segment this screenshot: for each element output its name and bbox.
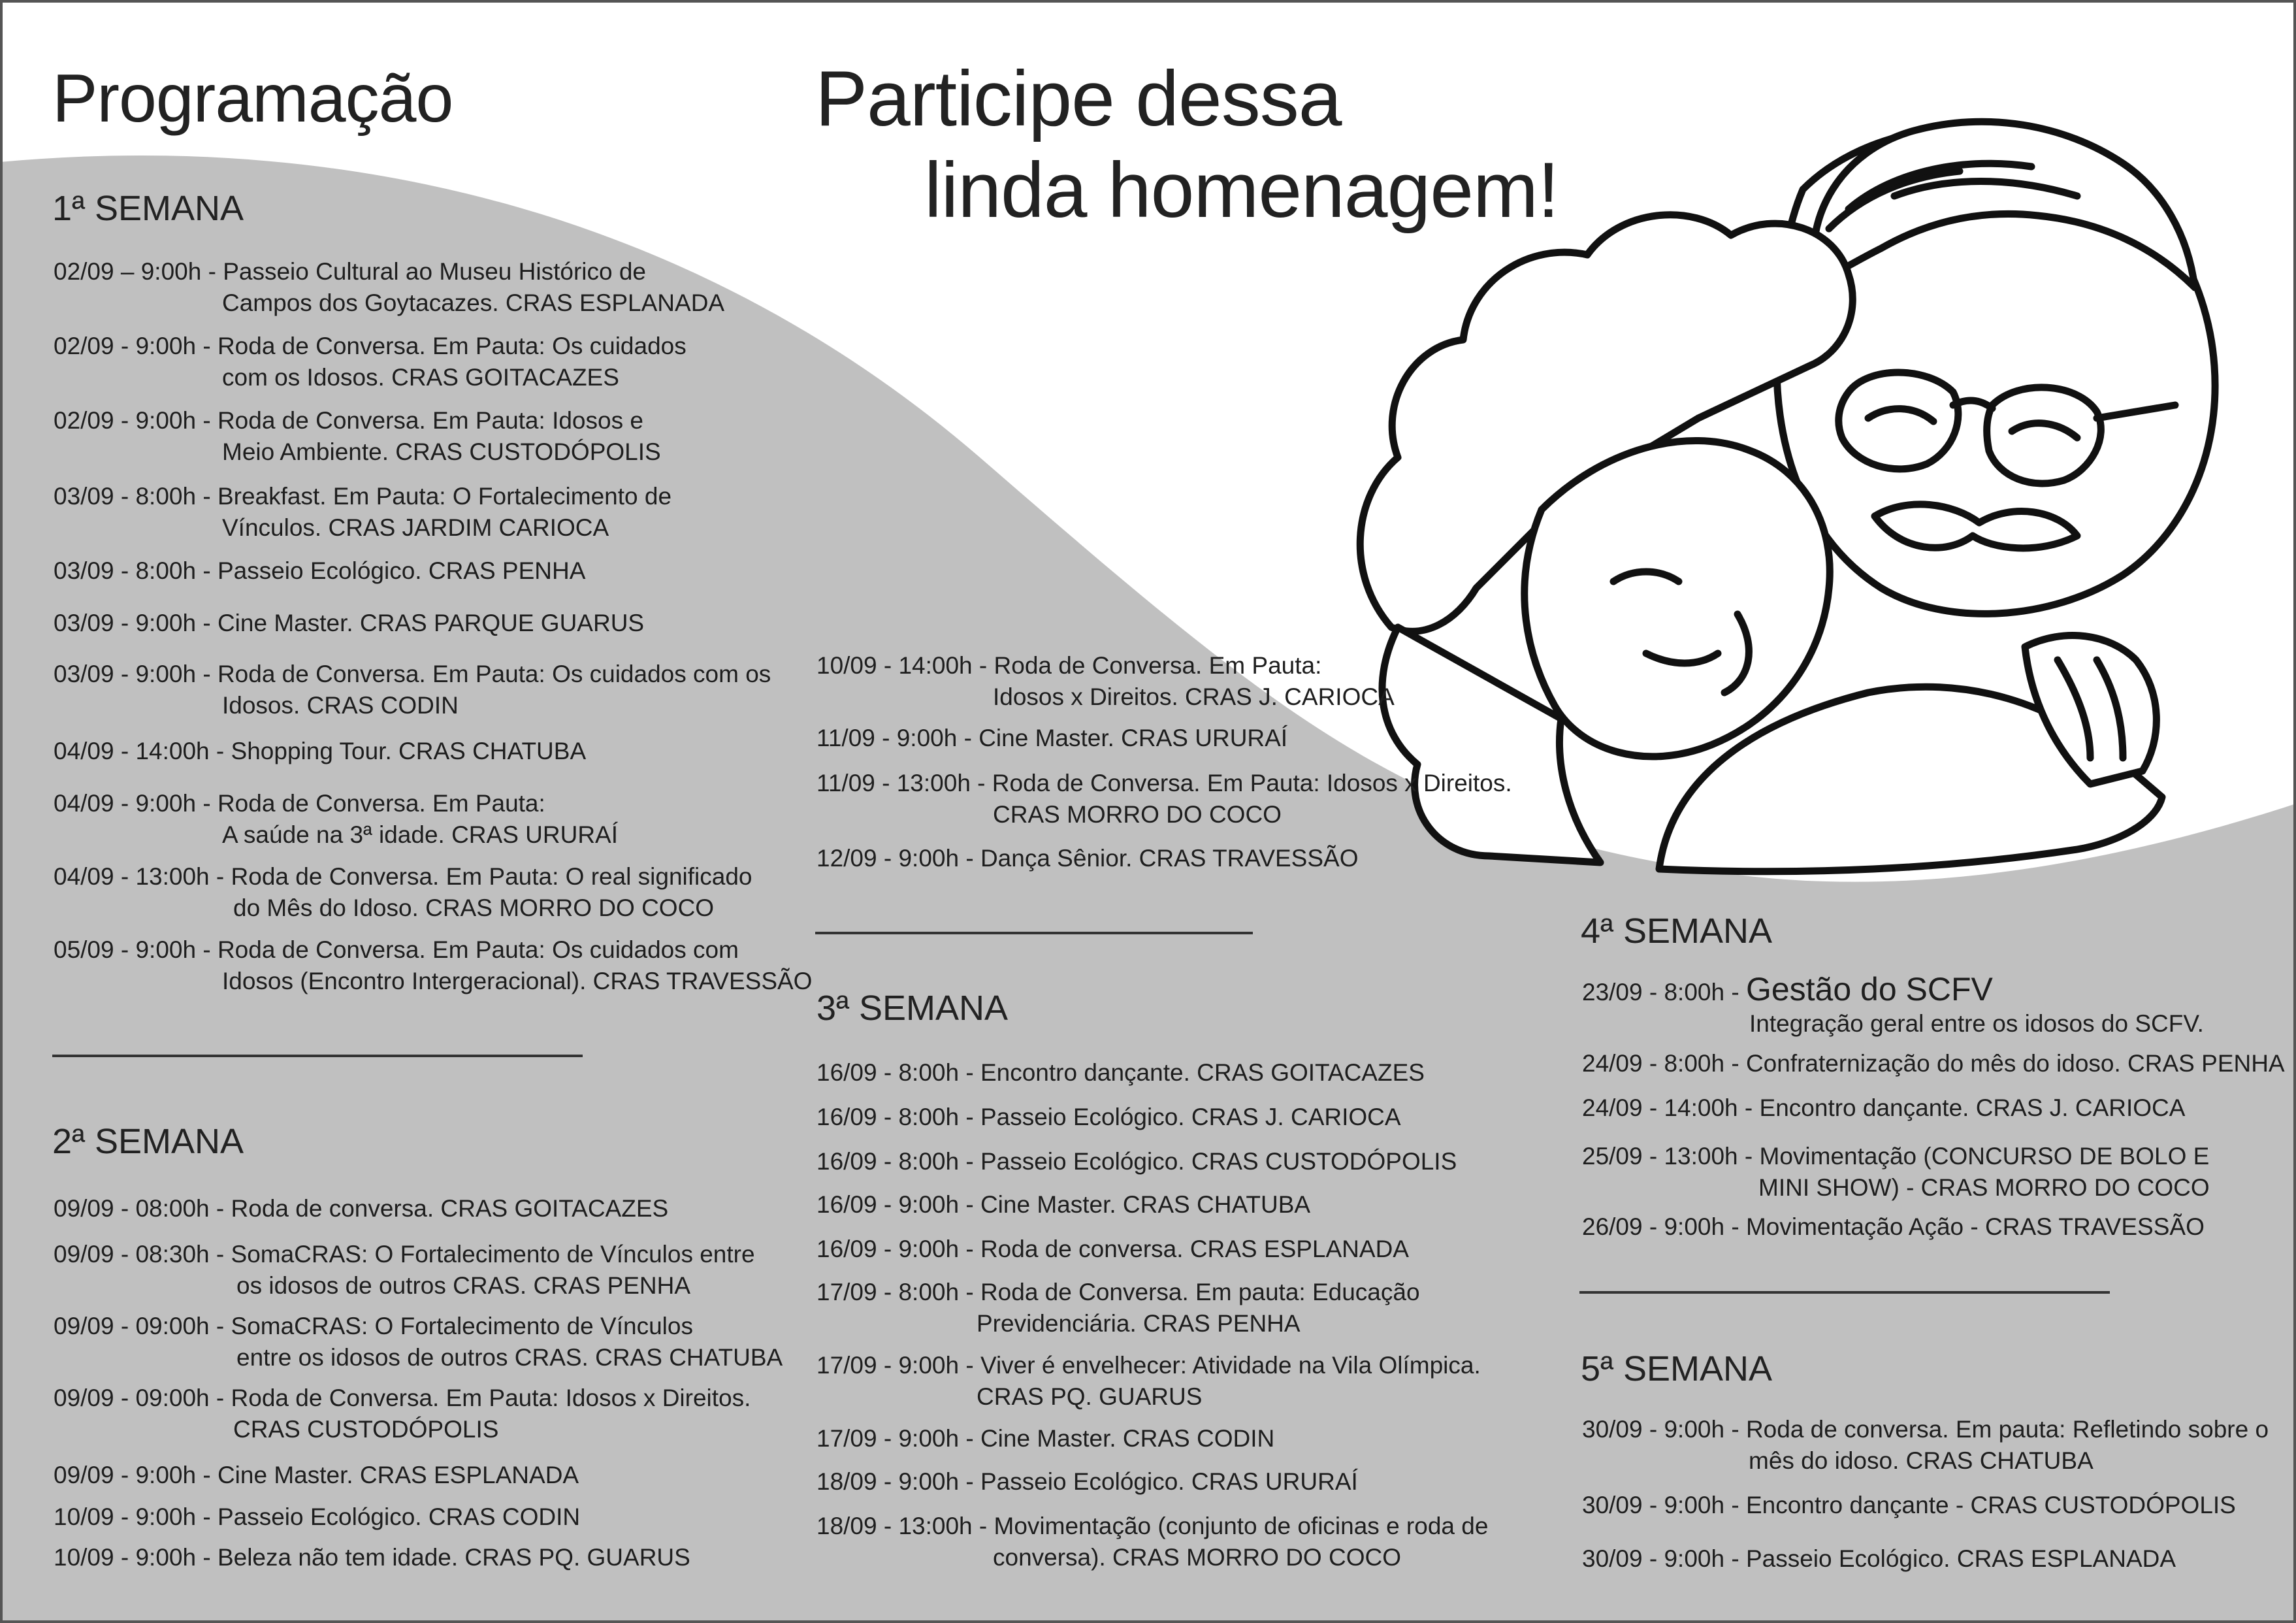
item-line-1 (817, 1468, 1358, 1495)
item-description: Roda de Conversa. Em Pauta: Os cuidados (217, 333, 687, 359)
item-description: Movimentação (CONCURSO DE BOLO E (1759, 1143, 2210, 1170)
schedule-item (54, 331, 687, 393)
item-description: Roda de conversa. CRAS ESPLANADA (980, 1236, 1409, 1262)
week-5-title: 5ª SEMANA (1581, 1349, 1773, 1388)
item-datetime: 09/09 - 08:00h - (54, 1195, 231, 1222)
item-datetime: 11/09 - 13:00h - (817, 770, 992, 796)
schedule-item (54, 1311, 783, 1373)
item-line-1 (817, 1236, 1409, 1262)
item-line-1 (54, 1503, 580, 1530)
item-description: Passeio Ecológico. CRAS PENHA (217, 557, 586, 584)
item-line-1 (54, 863, 752, 890)
divider (815, 932, 1253, 934)
divider (1579, 1291, 2110, 1294)
item-line-1 (54, 738, 586, 764)
item-description: Passeio Cultural ao Museu Histórico de (223, 258, 647, 285)
schedule-item (54, 1193, 668, 1224)
item-description: Encontro dançante. CRAS GOITACAZES (980, 1059, 1425, 1086)
schedule-item (817, 1511, 1488, 1573)
item-description-continued: CRAS MORRO DO COCO (993, 801, 1282, 828)
schedule-item (1582, 1211, 2205, 1243)
schedule-item (54, 736, 586, 767)
item-description: Roda de Conversa. Em Pauta: Idosos e (217, 407, 643, 434)
item-line-1 (817, 1513, 1488, 1539)
item-datetime: 30/09 - 9:00h - (1582, 1545, 1746, 1572)
item-line-1 (54, 661, 771, 687)
item-description: Cine Master. CRAS URURAÍ (978, 725, 1288, 751)
item-description-continued: do Mês do Idoso. CRAS MORRO DO COCO (233, 894, 715, 921)
item-line-1 (817, 1059, 1425, 1086)
item-line-1 (817, 1191, 1310, 1218)
headline-line-2: linda homenagem! (924, 146, 1559, 234)
schedule-item (54, 861, 752, 924)
item-line-1 (54, 1313, 693, 1339)
item-description: Roda de Conversa. Em Pauta: O real significado (231, 863, 752, 890)
item-description-continued: Idosos (Encontro Intergeracional). CRAS TRAVESSÃO (222, 968, 813, 994)
item-description-continued: os idosos de outros CRAS. CRAS PENHA (236, 1272, 691, 1299)
schedule-item (1582, 1048, 2285, 1079)
item-datetime: 16/09 - 9:00h - (817, 1236, 980, 1262)
item-line-1 (54, 258, 646, 285)
item-line-1 (1582, 1213, 2205, 1240)
schedule-item (817, 723, 1287, 754)
item-datetime: 10/09 - 14:00h - (817, 652, 994, 679)
item-line-1 (817, 725, 1287, 751)
item-datetime: 17/09 - 9:00h - (817, 1425, 980, 1452)
week-3-title: 3ª SEMANA (817, 989, 1009, 1028)
item-description: Cine Master. CRAS ESPLANADA (217, 1462, 579, 1488)
item-datetime: 24/09 - 8:00h - (1582, 1050, 1746, 1077)
schedule-item (817, 768, 1512, 830)
schedule-item (54, 481, 671, 544)
item-datetime: 09/09 - 08:30h - (54, 1241, 231, 1268)
item-datetime: 09/09 - 09:00h - (54, 1313, 231, 1339)
item-description: Encontro dançante. CRAS J. CARIOCA (1759, 1094, 2186, 1121)
item-line-1 (817, 1425, 1274, 1452)
item-line-1 (817, 1352, 1481, 1379)
item-description-continued: CRAS PQ. GUARUS (977, 1383, 1203, 1410)
page-title: Programação (52, 61, 453, 137)
item-description-continued: conversa). CRAS MORRO DO COCO (993, 1544, 1401, 1571)
schedule-item (817, 650, 1395, 713)
item-description-continued: CRAS CUSTODÓPOLIS (233, 1416, 499, 1443)
item-line-1 (54, 936, 739, 963)
item-datetime: 16/09 - 8:00h - (817, 1059, 980, 1086)
schedule-item (1582, 1414, 2269, 1477)
item-description: Roda de Conversa. Em Pauta: Idosos x Direitos. (231, 1385, 751, 1411)
schedule-item (817, 1057, 1425, 1089)
item-datetime: 04/09 - 9:00h - (54, 790, 218, 817)
item-datetime: 05/09 - 9:00h - (54, 936, 218, 963)
item-description-continued: Meio Ambiente. CRAS CUSTODÓPOLIS (222, 438, 661, 465)
item-datetime: 02/09 - 9:00h - (54, 333, 218, 359)
week-2-title: 2ª SEMANA (52, 1122, 244, 1161)
item-description: Roda de conversa. CRAS GOITACAZES (231, 1195, 669, 1222)
item-line-1 (54, 483, 671, 510)
item-description-continued: Integração geral entre os idosos do SCFV. (1749, 1010, 2204, 1037)
schedule-item (817, 1146, 1457, 1177)
item-description: Encontro dançante - CRAS CUSTODÓPOLIS (1745, 1492, 2236, 1518)
item-datetime: 18/09 - 9:00h - (817, 1468, 980, 1495)
schedule-item (817, 1234, 1409, 1265)
schedule-item (1582, 1141, 2210, 1204)
item-datetime: 16/09 - 9:00h - (817, 1191, 980, 1218)
item-description: Cine Master. CRAS CODIN (980, 1425, 1275, 1452)
item-line-1 (54, 1241, 755, 1268)
item-datetime: 03/09 - 9:00h - (54, 661, 218, 687)
item-datetime: 12/09 - 9:00h - (817, 845, 980, 872)
item-line-1 (54, 790, 545, 817)
item-description: Passeio Ecológico. CRAS ESPLANADA (1745, 1545, 2176, 1572)
schedule-item (54, 405, 661, 468)
item-line-1 (1582, 1492, 2236, 1518)
item-line-1 (817, 845, 1359, 872)
item-datetime: 23/09 - 8:00h - (1582, 979, 1746, 1006)
item-description: Viver é envelhecer: Atividade na Vila Olímpica. (980, 1352, 1481, 1379)
item-datetime: 03/09 - 8:00h - (54, 483, 218, 510)
item-description-continued: mês do idoso. CRAS CHATUBA (1749, 1447, 2094, 1474)
item-description-continued: Idosos x Direitos. CRAS J. CARIOCA (993, 683, 1395, 710)
item-datetime: 03/09 - 9:00h - (54, 610, 218, 636)
schedule-item (1582, 1490, 2236, 1521)
item-description: Passeio Ecológico. CRAS CUSTODÓPOLIS (980, 1148, 1457, 1175)
item-line-1 (54, 333, 687, 359)
item-datetime: 24/09 - 14:00h - (1582, 1094, 1760, 1121)
item-line-1 (54, 407, 643, 434)
item-datetime: 02/09 – 9:00h - (54, 258, 223, 285)
item-datetime: 18/09 - 13:00h - (817, 1513, 994, 1539)
schedule-item (54, 608, 644, 639)
item-datetime: 16/09 - 8:00h - (817, 1148, 980, 1175)
schedule-item (54, 1239, 755, 1302)
item-line-1 (54, 557, 585, 584)
divider (52, 1055, 583, 1057)
item-description-continued: com os Idosos. CRAS GOITACAZES (222, 364, 619, 391)
schedule-item (54, 659, 771, 721)
item-description: Roda de Conversa. Em pauta: Educação (980, 1279, 1420, 1305)
item-description: Roda de Conversa. Em Pauta: (217, 790, 545, 817)
item-line-1 (817, 1279, 1420, 1305)
item-line-1 (1582, 1094, 2185, 1121)
item-datetime: 04/09 - 14:00h - (54, 738, 231, 764)
item-line-1 (817, 770, 1512, 796)
item-description: Passeio Ecológico. CRAS J. CARIOCA (980, 1104, 1401, 1130)
schedule-item (817, 1466, 1358, 1498)
item-datetime: 11/09 - 9:00h - (817, 725, 979, 751)
schedule-item (54, 1542, 690, 1573)
item-datetime: 03/09 - 8:00h - (54, 557, 218, 584)
item-datetime: 17/09 - 8:00h - (817, 1279, 980, 1305)
item-datetime: 25/09 - 13:00h - (1582, 1143, 1760, 1170)
item-datetime: 30/09 - 9:00h - (1582, 1492, 1746, 1518)
item-line-1 (54, 1195, 668, 1222)
item-description: Roda de Conversa. Em Pauta: Idosos x Direitos. (992, 770, 1512, 796)
item-datetime: 30/09 - 9:00h - (1582, 1416, 1746, 1443)
item-description-continued: Previdenciária. CRAS PENHA (977, 1310, 1301, 1337)
item-description: Beleza não tem idade. CRAS PQ. GUARUS (217, 1544, 690, 1571)
item-datetime: 02/09 - 9:00h - (54, 407, 218, 434)
headline-line-1: Participe dessa (815, 55, 1342, 142)
item-description: SomaCRAS: O Fortalecimento de Vínculos entre (231, 1241, 755, 1268)
item-description-continued: Campos dos Goytacazes. CRAS ESPLANADA (222, 289, 725, 316)
schedule-item (817, 1277, 1420, 1339)
schedule-item (54, 1501, 580, 1533)
item-description: Passeio Ecológico. CRAS CODIN (217, 1503, 581, 1530)
schedule-item (1582, 1092, 2185, 1124)
item-description: Roda de Conversa. Em Pauta: (994, 652, 1322, 679)
schedule-item (1582, 1543, 2176, 1575)
schedule-item (54, 934, 812, 997)
item-description: Movimentação Ação - CRAS TRAVESSÃO (1745, 1213, 2205, 1240)
schedule-item (817, 1350, 1481, 1413)
item-datetime: 10/09 - 9:00h - (54, 1544, 218, 1571)
schedule-item (817, 1102, 1401, 1133)
item-description: Gestão do SCFV (1745, 971, 1993, 1008)
item-description: Roda de Conversa. Em Pauta: Os cuidados com os (217, 661, 771, 687)
item-line-1 (1582, 971, 1993, 1008)
item-line-1 (54, 610, 644, 636)
schedule-item (54, 555, 585, 587)
item-description: SomaCRAS: O Fortalecimento de Vínculos (231, 1313, 693, 1339)
item-description: Dança Sênior. CRAS TRAVESSÃO (980, 845, 1359, 872)
item-line-1 (817, 1104, 1401, 1130)
schedule-item (54, 1383, 751, 1445)
item-datetime: 04/09 - 13:00h - (54, 863, 231, 890)
item-line-1 (1582, 1416, 2269, 1443)
item-description: Shopping Tour. CRAS CHATUBA (231, 738, 587, 764)
item-description-continued: MINI SHOW) - CRAS MORRO DO COCO (1758, 1174, 2210, 1201)
item-description-continued: Idosos. CRAS CODIN (222, 692, 459, 719)
item-line-1 (54, 1462, 579, 1488)
item-description: Confraternização do mês do idoso. CRAS PENHA (1745, 1050, 2285, 1077)
item-datetime: 17/09 - 9:00h - (817, 1352, 980, 1379)
schedule-item (54, 788, 618, 851)
item-description: Cine Master. CRAS CHATUBA (980, 1191, 1311, 1218)
item-description-continued: entre os idosos de outros CRAS. CRAS CHATUBA (236, 1344, 783, 1371)
item-description: Cine Master. CRAS PARQUE GUARUS (217, 610, 645, 636)
schedule-item (1582, 971, 2204, 1040)
item-datetime: 09/09 - 9:00h - (54, 1462, 218, 1488)
item-line-1 (1582, 1050, 2285, 1077)
schedule-item (54, 1460, 579, 1491)
item-description: Breakfast. Em Pauta: O Fortalecimento de (217, 483, 672, 510)
item-line-1 (817, 1148, 1457, 1175)
week-4-title: 4ª SEMANA (1581, 911, 1773, 951)
item-line-1 (1582, 1545, 2176, 1572)
item-description-continued: Vínculos. CRAS JARDIM CARIOCA (222, 514, 609, 541)
item-datetime: 09/09 - 09:00h - (54, 1385, 231, 1411)
item-datetime: 26/09 - 9:00h - (1582, 1213, 1746, 1240)
item-description: Movimentação (conjunto de oficinas e roda de (994, 1513, 1489, 1539)
item-description-continued: A saúde na 3ª idade. CRAS URURAÍ (222, 821, 619, 848)
week-1-title: 1ª SEMANA (52, 189, 244, 228)
item-line-1 (54, 1544, 690, 1571)
item-description: Roda de Conversa. Em Pauta: Os cuidados com (217, 936, 739, 963)
item-line-1 (1582, 1143, 2209, 1170)
item-datetime: 10/09 - 9:00h - (54, 1503, 218, 1530)
item-datetime: 16/09 - 8:00h - (817, 1104, 980, 1130)
schedule-item (817, 1189, 1310, 1221)
schedule-item (54, 256, 724, 319)
schedule-item (817, 1423, 1274, 1454)
item-description: Passeio Ecológico. CRAS URURAÍ (980, 1468, 1358, 1495)
item-line-1 (54, 1385, 751, 1411)
item-description: Roda de conversa. Em pauta: Refletindo sobre o (1745, 1416, 2269, 1443)
item-line-1 (817, 652, 1321, 679)
schedule-item (817, 843, 1359, 874)
